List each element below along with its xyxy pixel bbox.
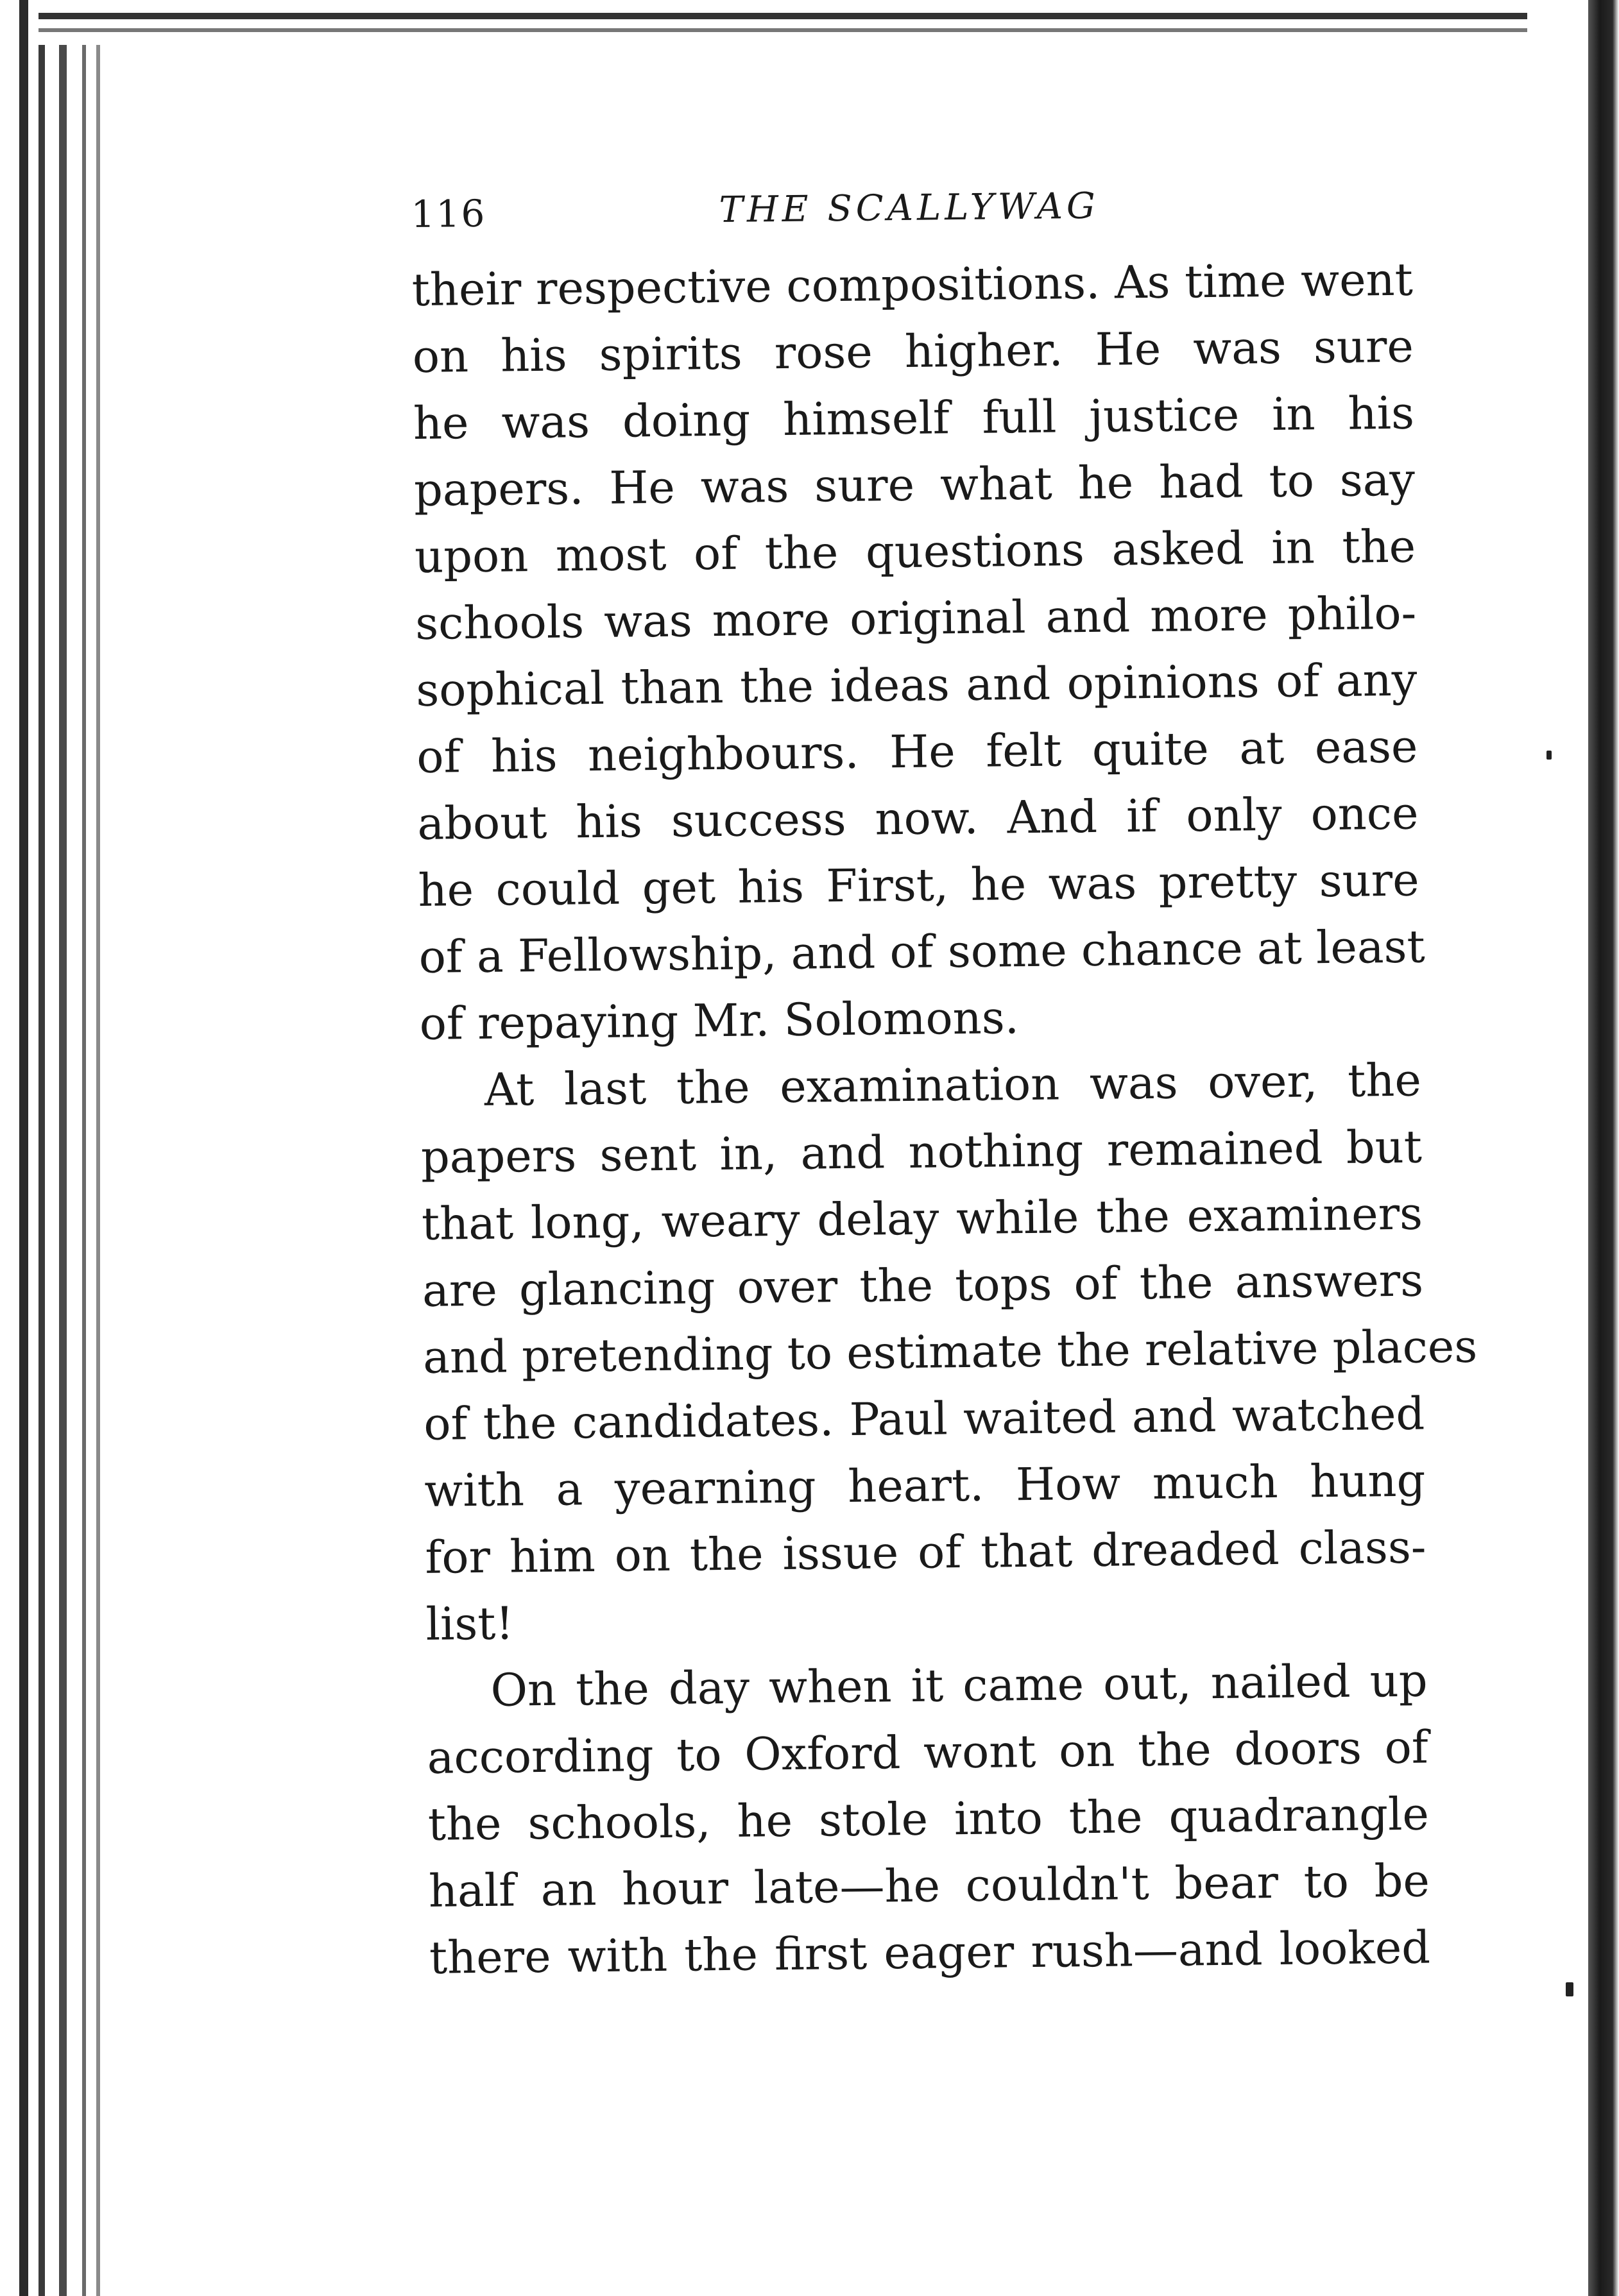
text-line: he could get his First, he was pretty sure: [418, 853, 1419, 917]
text-line: are glancing over the tops of the answers: [422, 1254, 1424, 1317]
text-line: of his neighbours. He felt quite at ease: [416, 720, 1418, 783]
text-line: he was doing himself full justice in his: [413, 386, 1415, 450]
text-line: of a Fellowship, and of some chance at least: [418, 920, 1426, 983]
running-head: [411, 169, 1438, 257]
running-title: THE SCALLYWAG: [719, 185, 1100, 231]
text-line: the schools, he stole into the quadrangle: [427, 1787, 1430, 1851]
text-line: that long, weary delay while the examiners: [421, 1187, 1423, 1250]
text-line: with a yearning heart. How much hung: [424, 1454, 1426, 1517]
text-line: of repaying Mr. Solomons.: [419, 991, 1020, 1050]
scan-speck: [1566, 1982, 1573, 1996]
text-line: half an hour late—he couldn't bear to be: [428, 1854, 1430, 1918]
text-line: papers. He was sure what he had to say: [413, 453, 1416, 516]
text-line: upon most of the questions asked in the: [414, 520, 1416, 583]
text-line: schools was more original and more philo-: [415, 586, 1417, 650]
book-right-edge: [1574, 0, 1619, 2296]
body-text: [411, 246, 1478, 1991]
text-line: on his spirits rose higher. He was sure: [412, 319, 1414, 383]
text-line: of the candidates. Paul waited and watched: [423, 1387, 1425, 1450]
text-line: according to Oxford wont on the doors of: [427, 1721, 1429, 1784]
text-line: for him on the issue of that dreaded class-: [425, 1520, 1426, 1584]
book-left-edge: [0, 0, 112, 2296]
text-line: their respective compositions. As time went: [411, 253, 1414, 316]
text-line: and pretending to estimate the relative places: [422, 1320, 1478, 1384]
text-line: On the day when it came out, nailed up: [490, 1654, 1428, 1717]
page-number: 116: [411, 191, 486, 236]
text-line: sophical than the ideas and opinions of any: [415, 653, 1418, 717]
text-line: At last the examination was over, the: [484, 1053, 1422, 1116]
text-line: papers sent in, and nothing remained but: [420, 1120, 1423, 1184]
text-line: about his success now. And if only once: [417, 787, 1419, 850]
scan-speck: [1546, 751, 1552, 760]
book-page: [411, 169, 1478, 1991]
text-line: list!: [425, 1597, 514, 1651]
text-line: there with the first eager rush—and looked: [429, 1921, 1431, 1984]
book-top-edge: [39, 0, 1527, 45]
